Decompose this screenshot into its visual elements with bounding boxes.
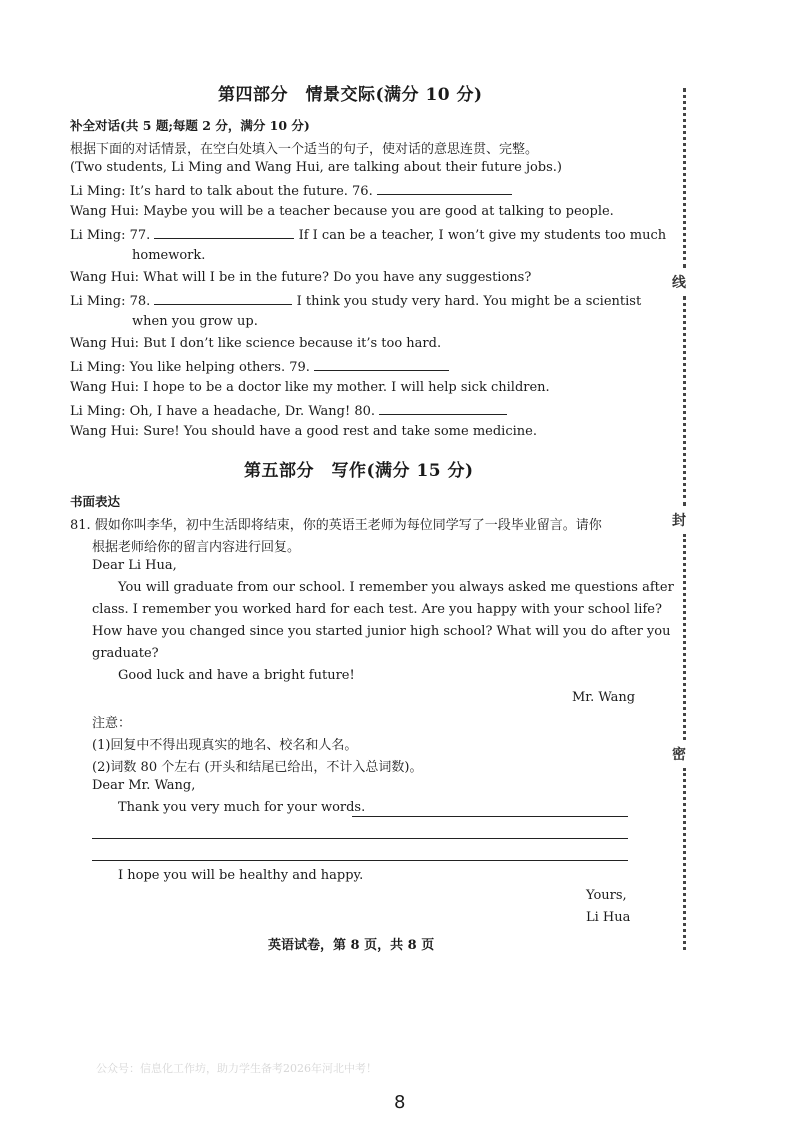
letter-body: How have you changed since you started junior high school? What will you do after you — [92, 624, 671, 639]
line-text: You like helping others. 79. — [129, 360, 310, 375]
dialogue-line — [70, 270, 531, 285]
letter-closing: Good luck and have a bright future! — [118, 668, 355, 683]
page-number: 8 — [394, 1092, 406, 1113]
speaker: Wang Hui: — [70, 270, 140, 285]
speaker: Li Ming: — [70, 228, 126, 243]
line-text: I hope to be a doctor like my mother. I will help sick children. — [143, 380, 550, 395]
speaker: Wang Hui: — [70, 380, 140, 395]
seal-dotted-line — [683, 768, 686, 950]
reply-greeting: Dear Mr. Wang, — [92, 778, 196, 793]
letter-body: You will graduate from our school. I remember you always asked me questions after — [118, 580, 674, 595]
note-item: (2)词数 80 个左右 (开头和结尾已给出，不计入总词数)。 — [92, 760, 423, 775]
answer-blank-76[interactable] — [377, 182, 512, 195]
speaker: Wang Hui: — [70, 336, 140, 351]
question-81-line1: 81. 假如你叫李华，初中生活即将结束，你的英语王老师为每位同学写了一段毕业留言。请你 — [70, 518, 602, 533]
dialogue-context: (Two students, Li Ming and Wang Hui, are talking about their future jobs.) — [70, 160, 563, 175]
letter-signature: Mr. Wang — [572, 690, 636, 705]
letter-body: class. I remember you worked hard for each test. Are you happy with your school life? — [92, 602, 662, 617]
seal-dotted-line — [683, 296, 686, 506]
seal-mark-feng: 封 — [672, 513, 686, 529]
seal-dotted-line — [683, 534, 686, 740]
dialogue-line — [70, 380, 550, 395]
dialogue-line — [70, 424, 537, 439]
line-text: What will I be in the future? Do you have any suggestions? — [143, 270, 532, 285]
question-81-line2: 根据老师给你的留言内容进行回复。 — [92, 540, 301, 555]
line-text: I think you study very hard. You might be a scientist — [296, 294, 642, 309]
reply-opening: Thank you very much for your words. — [118, 800, 366, 815]
dialogue-continuation: when you grow up. — [132, 314, 258, 329]
dialogue-line — [70, 358, 449, 375]
speaker: Li Ming: — [70, 184, 126, 199]
line-text: Sure! You should have a good rest and take some medicine. — [143, 424, 537, 439]
answer-blank-77[interactable] — [154, 226, 294, 239]
letter-body: graduate? — [92, 646, 159, 661]
reply-closing: Yours, — [586, 888, 627, 903]
speaker: Li Ming: — [70, 404, 126, 419]
page-footer: 英语试卷，第 8 页，共 8 页 — [268, 938, 435, 953]
answer-blank-78[interactable] — [154, 292, 292, 305]
writing-line[interactable] — [92, 860, 628, 861]
writing-line[interactable] — [352, 816, 628, 817]
section5-title: 第五部分 写作(满分 15 分) — [244, 461, 474, 481]
answer-blank-80[interactable] — [379, 402, 507, 415]
dialogue-line — [70, 292, 641, 309]
seal-dotted-line — [683, 88, 686, 268]
speaker: Li Ming: — [70, 294, 126, 309]
seal-mark-mi: 密 — [672, 747, 686, 763]
line-text: Oh, I have a headache, Dr. Wang! 80. — [129, 404, 376, 419]
watermark: 公众号：信息化工作坊，助力学生备考2026年河北中考！ — [96, 1062, 377, 1075]
section4-instruction: 根据下面的对话情景，在空白处填入一个适当的句子，使对话的意思连贯、完整。 — [70, 142, 539, 157]
speaker: Li Ming: — [70, 360, 126, 375]
section5-subtitle: 书面表达 — [70, 494, 121, 509]
dialogue-line — [70, 226, 666, 243]
reply-name: Li Hua — [586, 910, 631, 925]
answer-blank-79[interactable] — [314, 358, 449, 371]
line-text: If I can be a teacher, I won’t give my students too much — [298, 228, 667, 243]
speaker: Wang Hui: — [70, 204, 140, 219]
dialogue-line — [70, 204, 614, 219]
dialogue-continuation: homework. — [132, 248, 206, 263]
section4-title: 第四部分 情景交际(满分 10 分) — [218, 85, 483, 105]
dialogue-line — [70, 336, 441, 351]
writing-line[interactable] — [92, 838, 628, 839]
seal-mark-xian: 线 — [672, 275, 686, 291]
speaker: Wang Hui: — [70, 424, 140, 439]
line-text: It’s hard to talk about the future. 76. — [129, 184, 373, 199]
line-text: But I don’t like science because it’s too hard. — [143, 336, 442, 351]
line-text: Maybe you will be a teacher because you are good at talking to people. — [143, 204, 614, 219]
dialogue-line — [70, 402, 507, 419]
section4-subtitle: 补全对话(共 5 题;每题 2 分，满分 10 分) — [70, 118, 310, 133]
line-text: 77. — [129, 228, 151, 243]
letter-greeting: Dear Li Hua, — [92, 558, 177, 573]
reply-ending: I hope you will be healthy and happy. — [118, 868, 364, 883]
dialogue-line — [70, 182, 512, 199]
line-text: 78. — [129, 294, 151, 309]
notes-title: 注意： — [92, 716, 132, 731]
note-item: (1)回复中不得出现真实的地名、校名和人名。 — [92, 738, 358, 753]
